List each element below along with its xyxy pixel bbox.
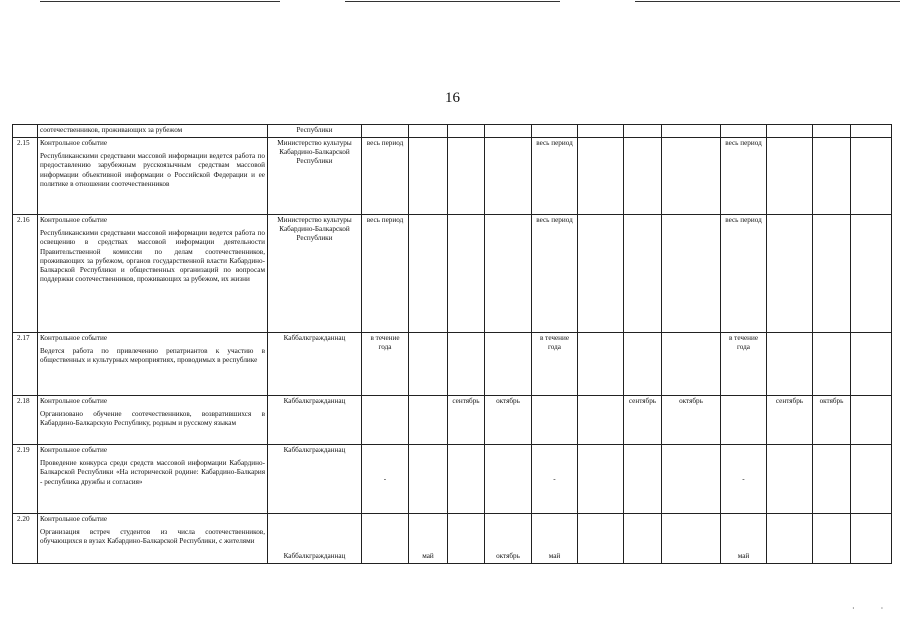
schedule-cell: - — [532, 445, 578, 514]
event-description: соотечественников, проживающих за рубежом — [40, 126, 183, 134]
schedule-cell — [578, 138, 624, 215]
top-rule-left — [40, 1, 280, 2]
schedule-cell — [485, 138, 532, 215]
event-title: Контрольное событие — [40, 334, 108, 342]
schedule-cell — [851, 215, 892, 333]
event-cell — [38, 215, 268, 333]
responsible-executor: Каббалкгражданнац — [268, 396, 362, 445]
schedule-cell — [362, 514, 409, 564]
schedule-cell — [485, 215, 532, 333]
schedule-cell — [662, 333, 721, 396]
schedule-cell — [851, 333, 892, 396]
table-row — [13, 215, 892, 333]
schedule-cell — [851, 445, 892, 514]
schedule-cell: весь период — [532, 138, 578, 215]
schedule-cell: весь период — [532, 215, 578, 333]
schedule-cell — [662, 138, 721, 215]
schedule-cell — [813, 333, 851, 396]
schedule-cell — [813, 215, 851, 333]
row-number: 2.17 — [13, 333, 38, 396]
event-cell — [38, 396, 268, 445]
schedule-cell — [409, 215, 448, 333]
schedule-cell — [409, 138, 448, 215]
schedule-cell — [578, 333, 624, 396]
schedule-cell: весь период — [721, 138, 767, 215]
schedule-cell — [851, 125, 892, 138]
schedule-cell — [813, 445, 851, 514]
event-cell — [38, 514, 268, 564]
event-cell — [38, 138, 268, 215]
schedule-cell — [409, 396, 448, 445]
schedule-cell — [624, 514, 662, 564]
schedule-cell — [767, 215, 813, 333]
schedule-cell — [448, 514, 485, 564]
table-row — [13, 333, 892, 396]
schedule-cell — [767, 138, 813, 215]
table-row — [13, 514, 892, 564]
row-number: 2.20 — [13, 514, 38, 564]
schedule-cell — [578, 215, 624, 333]
schedule-cell — [485, 333, 532, 396]
schedule-cell — [624, 125, 662, 138]
schedule-cell — [448, 215, 485, 333]
event-description: Республиканскими средствами массовой информации ведется работа по предоставлению зарубежным русскоязычным средствам массовой информации объективной информации о Российской Федерации и ее политике в отношении соотечественников — [40, 152, 265, 188]
schedule-cell — [851, 396, 892, 445]
schedule-cell — [578, 514, 624, 564]
page-marks: · · — [852, 604, 896, 613]
schedule-cell — [578, 445, 624, 514]
schedule-cell — [721, 125, 767, 138]
responsible-executor: Министерство культуры Кабардино-Балкарской Республики — [268, 138, 362, 215]
row-number: 2.15 — [13, 138, 38, 215]
schedule-cell — [662, 215, 721, 333]
plan-table — [12, 124, 892, 564]
schedule-cell — [362, 396, 409, 445]
schedule-cell — [662, 125, 721, 138]
schedule-cell: сентябрь — [448, 396, 485, 445]
event-description: Организация встреч студентов из числа соотечественников, обучающихся в вузах Кабардино-Балкарской Республики, с жителями — [40, 528, 265, 546]
table-row — [13, 138, 892, 215]
schedule-cell — [767, 125, 813, 138]
table-row — [13, 125, 892, 138]
schedule-cell: - — [362, 445, 409, 514]
schedule-cell: май — [409, 514, 448, 564]
schedule-cell — [532, 125, 578, 138]
schedule-cell: весь период — [721, 215, 767, 333]
schedule-cell — [767, 333, 813, 396]
schedule-cell — [448, 125, 485, 138]
page-number: 16 — [445, 90, 460, 106]
responsible-executor: Каббалкгражданнац — [268, 514, 362, 564]
event-title: Контрольное событие — [40, 397, 108, 405]
schedule-cell: октябрь — [662, 396, 721, 445]
event-cell — [38, 125, 268, 138]
event-cell — [38, 333, 268, 396]
top-rule-right — [635, 1, 900, 2]
event-description: Ведется работа по привлечению репатриантов к участию в общественных и культурных мероприятиях, проводимых в республике — [40, 347, 265, 365]
schedule-cell — [578, 125, 624, 138]
schedule-cell — [448, 138, 485, 215]
schedule-cell — [624, 138, 662, 215]
schedule-cell: май — [721, 514, 767, 564]
schedule-cell — [362, 125, 409, 138]
responsible-executor: Каббалкгражданнац — [268, 445, 362, 514]
schedule-cell: сентябрь — [624, 396, 662, 445]
schedule-cell: сентябрь — [767, 396, 813, 445]
event-title: Контрольное событие — [40, 139, 108, 147]
schedule-cell — [851, 514, 892, 564]
schedule-cell: - — [721, 445, 767, 514]
event-title: Контрольное событие — [40, 515, 108, 523]
schedule-cell: в течение года — [721, 333, 767, 396]
schedule-cell — [767, 514, 813, 564]
schedule-cell: октябрь — [485, 514, 532, 564]
schedule-cell — [485, 125, 532, 138]
responsible-executor: Каббалкгражданнац — [268, 333, 362, 396]
schedule-cell: весь период — [362, 138, 409, 215]
schedule-cell: октябрь — [485, 396, 532, 445]
schedule-cell — [624, 215, 662, 333]
schedule-cell: весь период — [362, 215, 409, 333]
event-description: Проведение конкурса среди средств массовой информации Кабардино-Балкарской Республики «На исторической родине: Кабардино-Балкария - республика дружбы и согласия» — [40, 459, 265, 486]
top-rule-center — [345, 1, 560, 2]
schedule-cell — [767, 445, 813, 514]
schedule-cell: октябрь — [813, 396, 851, 445]
schedule-cell — [448, 333, 485, 396]
row-number: 2.19 — [13, 445, 38, 514]
schedule-cell: май — [532, 514, 578, 564]
schedule-cell — [578, 396, 624, 445]
schedule-cell — [721, 396, 767, 445]
responsible-executor: Министерство культуры Кабардино-Балкарской Республики — [268, 215, 362, 333]
responsible-executor: Республики — [268, 125, 362, 138]
schedule-cell — [409, 125, 448, 138]
schedule-cell — [409, 445, 448, 514]
schedule-cell — [813, 138, 851, 215]
schedule-cell — [851, 138, 892, 215]
schedule-cell — [813, 514, 851, 564]
row-number: 2.18 — [13, 396, 38, 445]
schedule-cell — [813, 125, 851, 138]
plan-table-body — [13, 125, 892, 564]
schedule-cell: в течение года — [532, 333, 578, 396]
schedule-cell — [409, 333, 448, 396]
row-number: 2.16 — [13, 215, 38, 333]
schedule-cell — [532, 396, 578, 445]
event-description: Республиканскими средствами массовой информации ведется работа по освещению в средствах массовой информации деятельности Правительственной комиссии по делам соотечественников, проживающих за рубежом, органов государственной власти Кабардино-Балкарской Республики и общественных организаций по вопросам поддержки соотечественников, проживающих за рубежом, их жизни — [40, 229, 265, 284]
schedule-cell — [624, 333, 662, 396]
row-number — [13, 125, 38, 138]
schedule-cell — [662, 445, 721, 514]
schedule-cell: в течение года — [362, 333, 409, 396]
event-description: Организовано обучение соотечественников, возвратившихся в Кабардино-Балкарскую Республику, родным и русскому языкам — [40, 410, 265, 428]
event-cell — [38, 445, 268, 514]
event-title: Контрольное событие — [40, 446, 108, 454]
table-row — [13, 445, 892, 514]
table-row — [13, 396, 892, 445]
schedule-cell — [485, 445, 532, 514]
schedule-cell — [624, 445, 662, 514]
event-title: Контрольное событие — [40, 216, 108, 224]
schedule-cell — [448, 445, 485, 514]
schedule-cell — [662, 514, 721, 564]
